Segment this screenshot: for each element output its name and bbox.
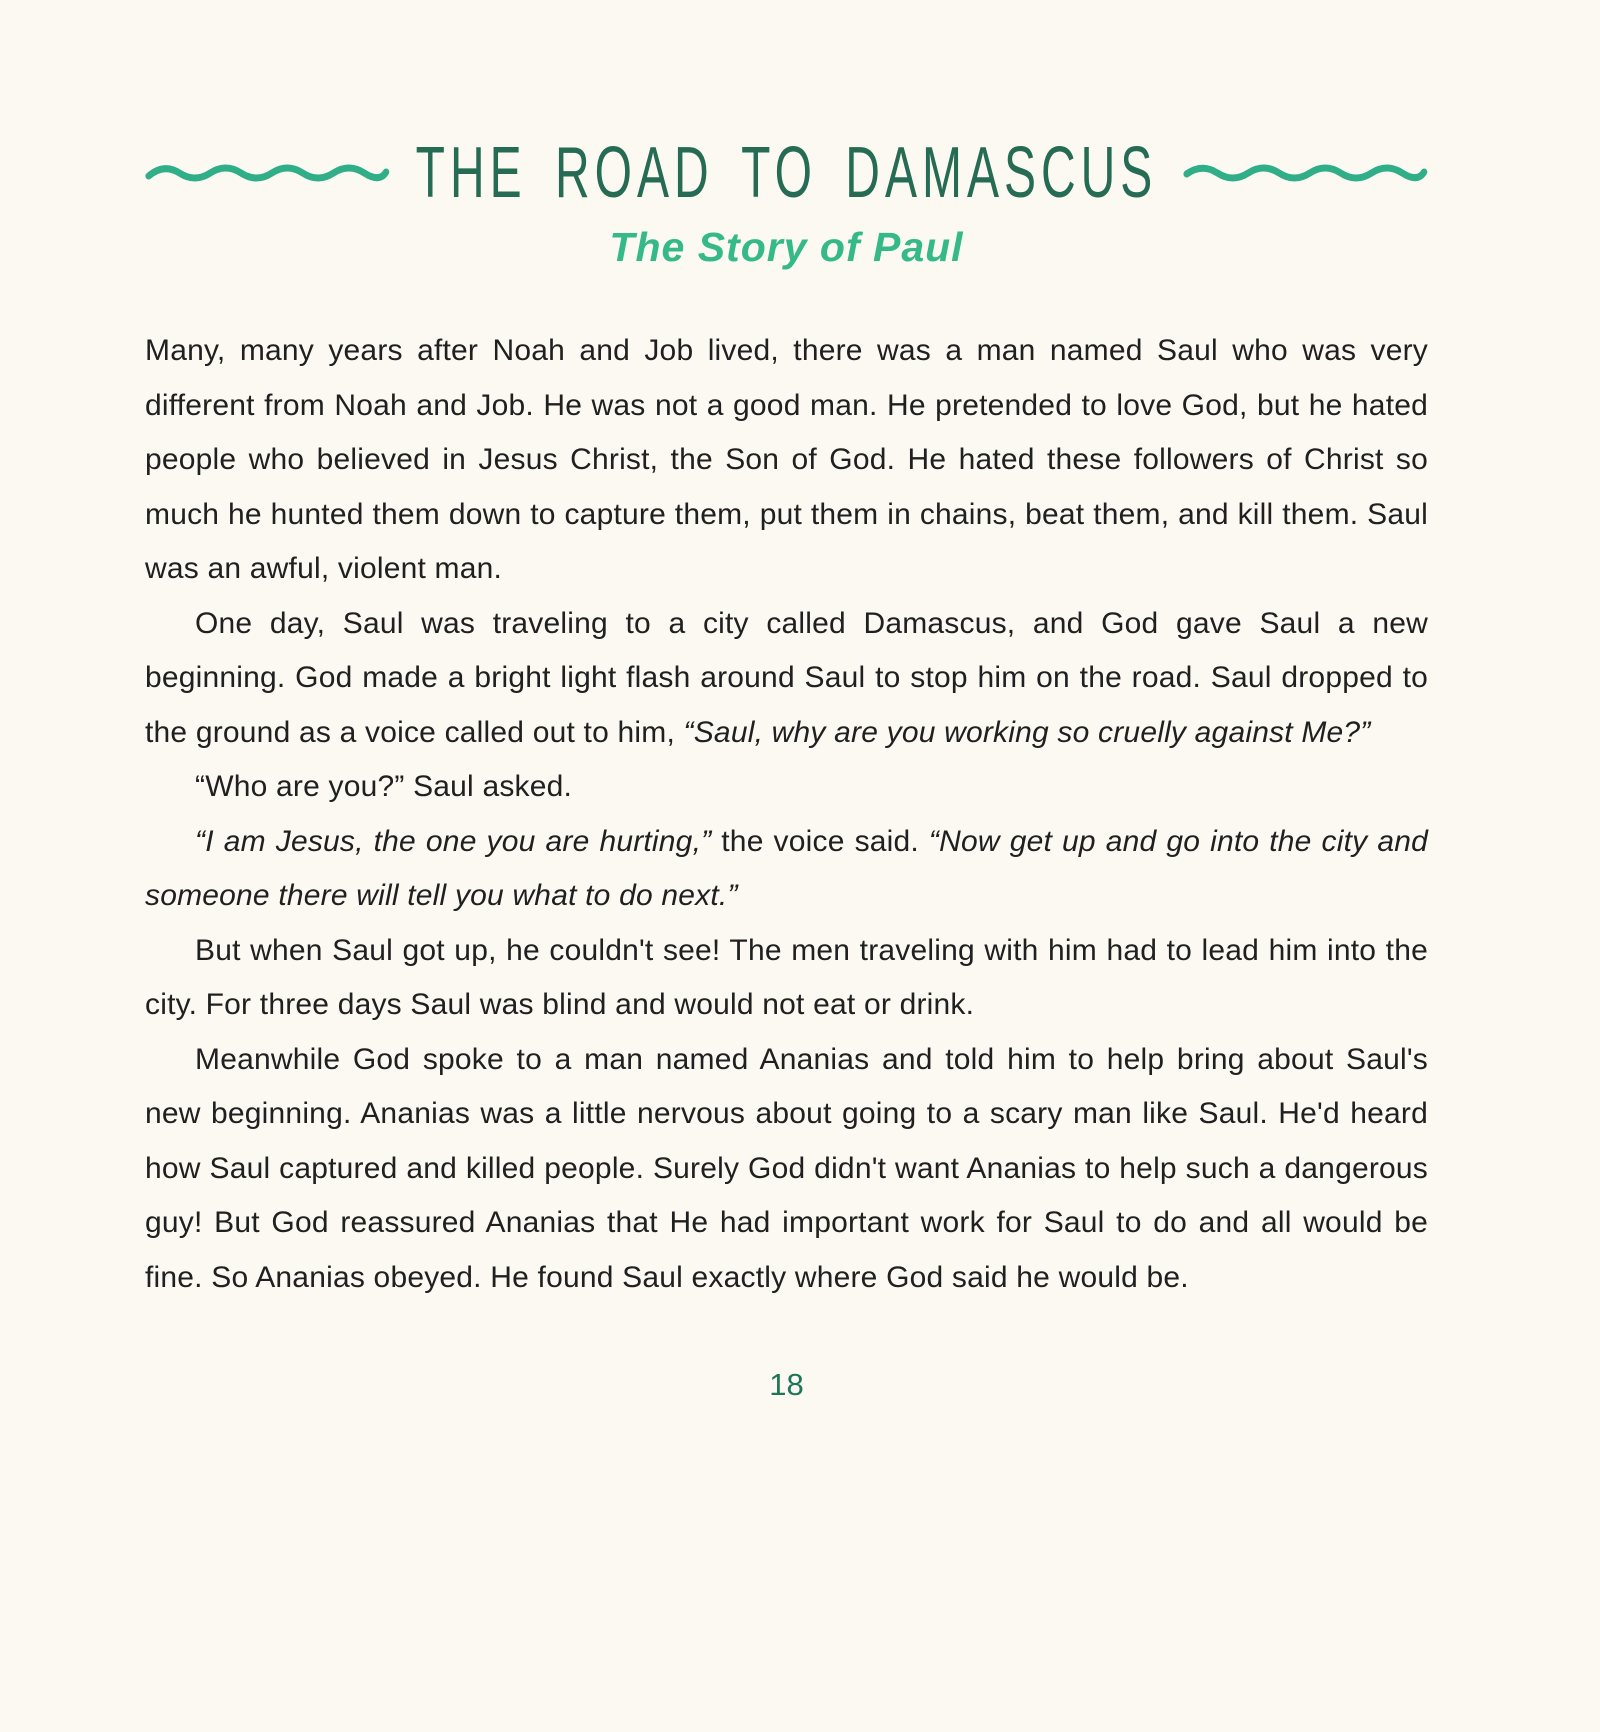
text-segment: “Now get up and go into the city and someone there will tell you what to do next.”	[145, 824, 1428, 912]
page-number: 18	[769, 1367, 804, 1402]
page-content	[0, 132, 1600, 1405]
text-segment: “Saul, why are you working so cruelly against Me?”	[683, 715, 1371, 749]
story-paragraph	[145, 597, 1428, 761]
page-subtitle: The Story of Paul	[609, 224, 964, 270]
book-page	[0, 132, 1600, 1732]
story-paragraph	[145, 1033, 1428, 1306]
text-segment: Meanwhile God spoke to a man named Ananias and told him to help bring about Saul's new beginning. Ananias was a little nervous about going to a scary man like Saul. He'd heard how Saul captured and killed people. Surely God didn't want Ananias to help such a dangerous guy! But God reassured Ananias that He had important work for Saul to do and all would be fine. So Ananias obeyed. He found Saul exactly where God said he would be.	[145, 1042, 1428, 1294]
story-paragraph	[145, 760, 1428, 815]
text-segment: One day, Saul was traveling to a city called Damascus, and God gave Saul a new beginning. God made a bright light flash around Saul to stop him on the road. Saul dropped to the ground as a voice called out to him,	[145, 606, 1428, 749]
story-paragraph	[145, 815, 1428, 924]
chapter-title-row	[145, 132, 1428, 214]
squiggle-left-icon	[145, 159, 390, 187]
text-segment: the voice said.	[711, 824, 929, 858]
text-segment: Many, many years after Noah and Job lived, there was a man named Saul who was very different from Noah and Job. He was not a good man. He pretended to love God, but he hated people who believed in Jesus Christ, the Son of God. He hated these followers of Christ so much he hunted them down to capture them, put them in chains, beat them, and kill them. Saul was an awful, violent man.	[145, 334, 1428, 585]
page-title: THE ROAD TO DAMASCUS	[415, 133, 1158, 213]
text-segment: “Who are you?” Saul asked.	[195, 770, 573, 803]
story-paragraphs	[145, 324, 1428, 1305]
story-paragraph	[145, 924, 1428, 1033]
text-segment: But when Saul got up, he couldn't see! The men traveling with him had to lead him into the city. For three days Saul was blind and would not eat or drink.	[145, 933, 1428, 1021]
text-segment: “I am Jesus, the one you are hurting,”	[195, 824, 712, 858]
squiggle-right-icon	[1183, 159, 1428, 187]
story-paragraph	[145, 324, 1428, 597]
